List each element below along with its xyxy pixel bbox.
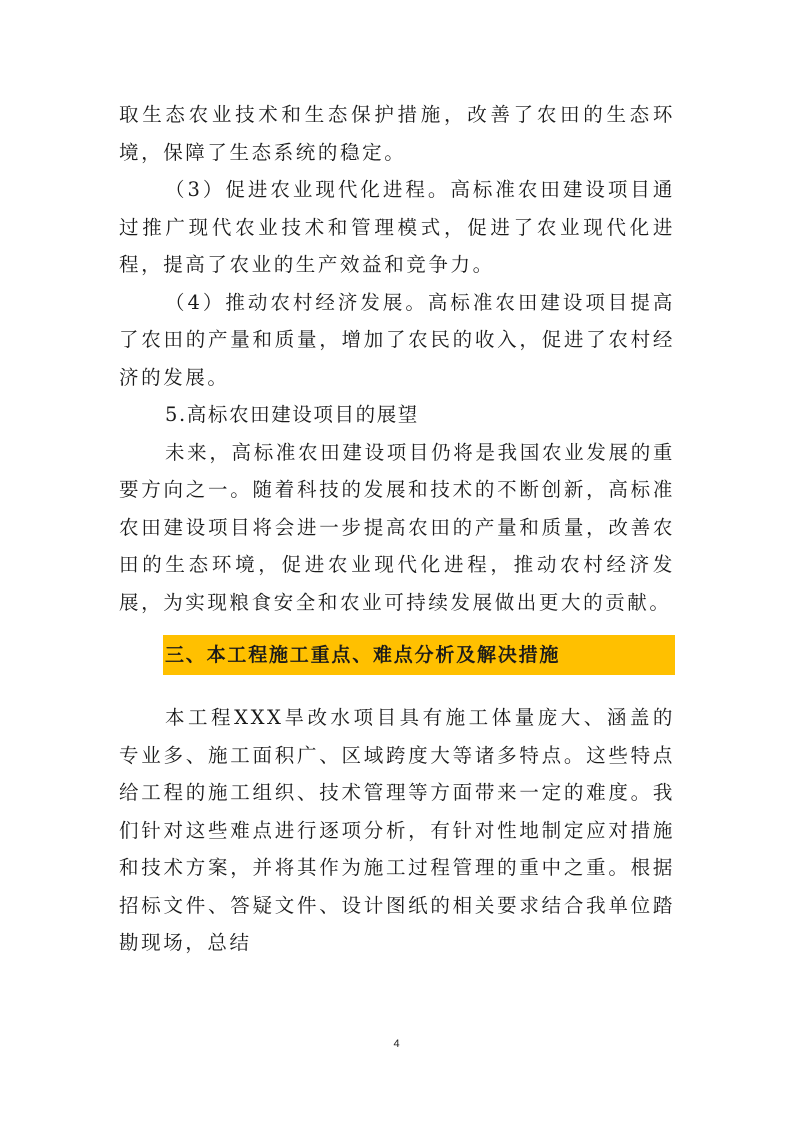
paragraph-outlook: 未来，高标准农田建设项目仍将是我国农业发展的重要方向之一。随着科技的发展和技术的不断创新，高标准农田建设项目将会进一步提高农田的产量和质量，改善农田的生态环境，促进农业现代化进程，推动农村经济发展，为实现粮食安全和农业可持续发展做出更大的贡献。 <box>119 440 675 614</box>
subheading-outlook: 5.高标农田建设项目的展望 <box>165 403 419 426</box>
paragraph-modernization: （3）促进农业现代化进程。高标准农田建设项目通过推广现代农业技术和管理模式，促进了农业现代化进程，提高了农业的生产效益和竞争力。 <box>119 178 675 276</box>
page-number: 4 <box>393 1038 400 1050</box>
paragraph-project-analysis: 本工程XXX旱改水项目具有施工体量庞大、涵盖的专业多、施工面积广、区域跨度大等诸多特点。这些特点给工程的施工组织、技术管理等方面带来一定的难度。我们针对这些难点进行逐项分析，有针对性地制定应对措施和技术方案，并将其作为施工过程管理的重中之重。根据招标文件、答疑文件、设计图纸的相关要求结合我单位踏勘现场，总结 <box>119 706 675 954</box>
paragraph-ecology-continued: 取生态农业技术和生态保护措施，改善了农田的生态环境，保障了生态系统的稳定。 <box>119 103 675 164</box>
document-body <box>119 96 675 962</box>
paragraph-rural-economy: （4）推动农村经济发展。高标准农田建设项目提高了农田的产量和质量，增加了农民的收入，促进了农村经济的发展。 <box>119 290 675 389</box>
section-heading-highlighted: 三、本工程施工重点、难点分析及解决措施 <box>163 635 675 675</box>
